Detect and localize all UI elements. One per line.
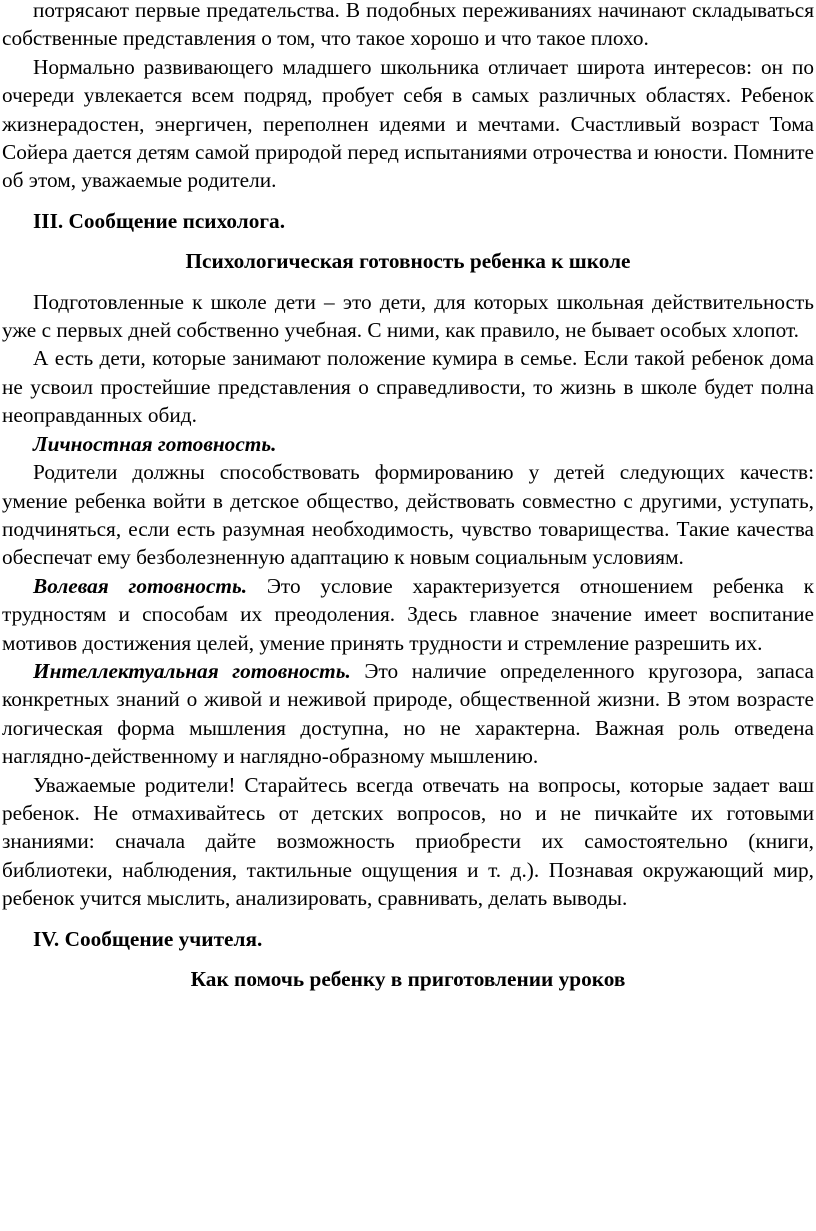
lead-volitional-readiness: Волевая готовность. [33,573,248,598]
section-heading-teacher: IV. Сообщение учителя. [33,926,263,951]
paragraph-dear-parents: Уважаемые родители! Старайтесь всегда отвечать на вопросы, которые задает ваш ребенок. Не отмахивайтесь от детских вопросов, но и не пичкайте их готовыми знаниями: сначала дайте возможность приобрести их самостоятельно (книги, библиотеки, наблюдения, тактильные ощущения и т. д.). Познавая окружающий мир, ребенок учится мыслить, анализировать, сравнивать, делать выводы. [2,772,814,911]
paragraph-betrayals: потрясают первые предательства. В подобных переживаниях начинают складываться собственные представления о том, что такое хорошо и что такое плохо. [2,0,814,51]
paragraph-personal-qualities: Родители должны способствовать формированию у детей следующих качеств: умение ребенка войти в детское общество, действовать совместно с другими, уступать, подчиняться, если есть разумная необходимость, чувство товарищества. Такие качества обеспечат ему безболезненную адаптацию к новым социальным условиям. [2,460,814,570]
subheading-personal-readiness: Личностная готовность. [33,431,277,456]
section-heading-psychologist: III. Сообщение психолога. [33,208,286,233]
section-title-school-readiness: Психологическая готовность ребенка к школе [185,249,631,274]
text-intellectual-readiness: Это наличие определенного кругозора, запаса конкретных знаний о живой и неживой природе, общественной жизни. В этом возрасте логическая форма мышления доступна, но не характерна. Важная роль отведена наглядно-действенному и наглядно-образному мышлению. [2,658,814,769]
paragraph-intellectual-readiness [2,657,814,771]
paragraph-prepared-children: Подготовленные к школе дети – это дети, для которых школьная действительность уже с первых дней собственно учебная. С ними, как правило, не бывает особых хлопот. [2,289,814,343]
text-volitional-readiness: Это условие характеризуется отношением ребенка к трудностям и способам их преодоления. Здесь главное значение имеет воспитание мотивов достижения целей, умение принять трудности и стремление разрешить их. [2,573,814,655]
lead-intellectual-readiness: Интеллектуальная готовность. [33,658,351,683]
section-title-homework-help: Как помочь ребенку в приготовлении уроков [190,967,626,991]
paragraph-junior-schoolchild: Нормально развивающего младшего школьника отличает широта интересов: он по очереди увлекается всем подряд, пробует себя в самых различных областях. Ребенок жизнерадостен, энергичен, переполнен идеями и мечтами. Счастливый возраст Тома Сойера дается детям самой природой перед испытаниями отрочества и юности. Помните об этом, уважаемые родители. [2,54,814,193]
paragraph-volitional-readiness [2,572,814,657]
paragraph-family-idol: А есть дети, которые занимают положение кумира в семье. Если такой ребенок дома не усвоил простейшие представления о справедливости, то жизнь в школе будет полна неоправданных обид. [2,346,814,428]
